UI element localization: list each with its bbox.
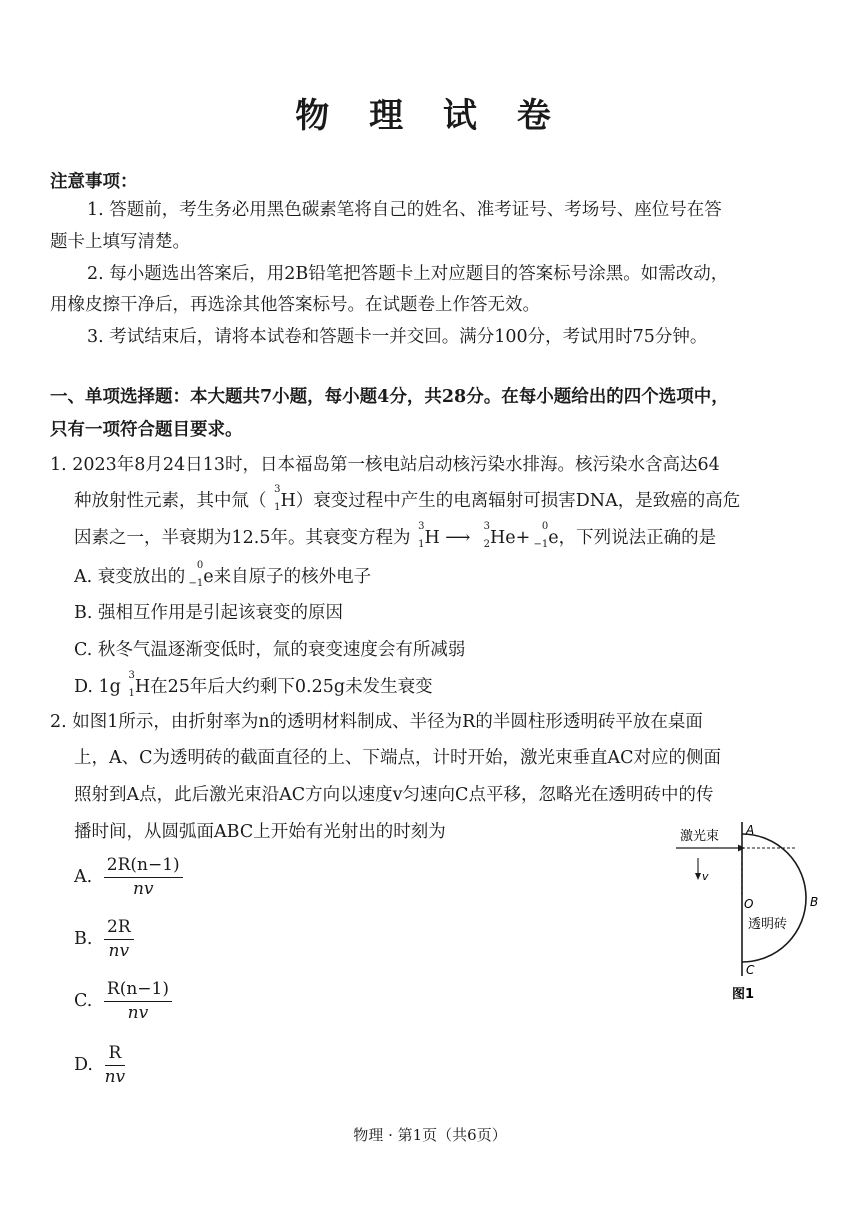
q1-option-a [74, 560, 372, 589]
figure-label-brick: 透明砖 [748, 917, 788, 932]
fraction-numerator: 2R [104, 916, 134, 940]
notice-item1-line2: 题卡上填写清楚。 [50, 232, 190, 252]
fraction [105, 1042, 126, 1088]
fraction-denominator: nv [108, 941, 130, 961]
page-title: 物 理 试 卷 [295, 96, 565, 136]
q1-text: H）衰变过程中产生的电离辐射可损害DNA，是致癌的高危 [280, 491, 741, 511]
isotope-electron: 0 −1 [188, 560, 204, 589]
q1-text: He+ [489, 528, 531, 548]
q2-option-d [74, 1042, 125, 1088]
q2-option-b [74, 916, 134, 962]
figure-label-v: v [702, 870, 709, 883]
fraction-numerator: 2R(n−1) [104, 854, 183, 878]
fraction [104, 978, 172, 1024]
q2-stem-line4: 播时间，从圆弧面ABC上开始有光射出的时刻为 [74, 822, 446, 842]
notice-item1-line1: 1. 答题前，考生务必用黑色碳素笔将自己的姓名、准考证号、考场号、座位号在答 [87, 200, 722, 220]
isotope-h3: 3 1 [418, 521, 425, 550]
isotope-h3: 3 1 [274, 484, 281, 513]
q1-stem-line3 [74, 521, 717, 550]
figure-label-o: O [744, 897, 754, 911]
isotope-electron: 0 −1 [533, 521, 549, 550]
q2-stem-line3: 照射到A点，此后激光束沿AC方向以速度v匀速向C点平移，忽略光在透明砖中的传 [74, 785, 714, 805]
q2-option-c [74, 978, 172, 1024]
q2-stem-line1: 2. 如图1所示，由折射率为n的透明材料制成、半径为R的半圆柱形透明砖平放在桌面 [50, 712, 703, 732]
q1-text: 种放射性元素，其中氚（ [74, 491, 267, 511]
fraction [104, 916, 134, 962]
q1-option-text: D. 1g [74, 677, 121, 697]
figure-label-c: C [746, 963, 755, 977]
page-footer: 物理 · 第1页（共6页） [353, 1126, 507, 1144]
q1-text: H ⟶ [424, 528, 476, 548]
fraction-denominator: nv [127, 1003, 149, 1023]
option-label: A. [74, 867, 93, 887]
fraction-denominator: nv [132, 879, 154, 899]
option-label: D. [74, 1055, 93, 1075]
q1-option-text: e来自原子的核外电子 [203, 567, 372, 587]
q1-text: 因素之一，半衰期为12.5年。其衰变方程为 [74, 528, 411, 548]
notice-heading: 注意事项： [50, 172, 138, 192]
notice-item2-line2: 用橡皮擦干净后，再选涂其他答案标号。在试题卷上作答无效。 [50, 295, 540, 315]
fraction [104, 854, 183, 900]
q1-text: e，下列说法正确的是 [548, 528, 717, 548]
section-heading-line2: 只有一项符合题目要求。 [50, 420, 243, 440]
q1-stem-line1: 1. 2023年8月24日13时，日本福岛第一核电站启动核污染水排海。核污染水含高达64 [50, 455, 720, 475]
q2-stem-line2: 上，A、C为透明砖的截面直径的上、下端点，计时开始，激光束垂直AC对应的侧面 [74, 748, 722, 768]
q1-stem-line2 [74, 484, 741, 513]
option-label: C. [74, 991, 93, 1011]
notice-item3: 3. 考试结束后，请将本试卷和答题卡一并交回。满分100分，考试用时75分钟。 [87, 327, 708, 347]
q2-option-a [74, 854, 183, 900]
option-label: B. [74, 929, 93, 949]
q1-option-b: B. 强相互作用是引起该衰变的原因 [74, 603, 343, 623]
isotope-he3: 3 2 [483, 521, 490, 550]
q1-option-text: H在25年后大约剩下0.25g未发生衰变 [134, 677, 433, 697]
notice-item2-line1: 2. 每小题选出答案后，用2B铅笔把答题卡上对应题目的答案标号涂黑。如需改动， [87, 264, 729, 284]
q1-option-text: A. 衰变放出的 [74, 567, 186, 587]
fraction-numerator: R(n−1) [104, 978, 172, 1002]
section-heading-line1: 一、单项选择题：本大题共7小题，每小题4分，共28分。在每小题给出的四个选项中， [50, 387, 729, 407]
figure-label-a: A [746, 823, 755, 837]
q1-option-c: C. 秋冬气温逐渐变低时，氚的衰变速度会有所减弱 [74, 640, 466, 660]
figure-1-diagram [668, 818, 828, 1008]
velocity-arrow-icon [695, 873, 701, 880]
isotope-h3: 3 1 [128, 670, 135, 699]
figure-caption: 图1 [732, 987, 755, 1002]
fraction-denominator: nv [104, 1067, 126, 1087]
figure-label-b: B [810, 895, 819, 909]
figure-label-laser: 激光束 [680, 829, 720, 844]
q1-option-d [74, 670, 433, 699]
fraction-numerator: R [105, 1042, 126, 1066]
